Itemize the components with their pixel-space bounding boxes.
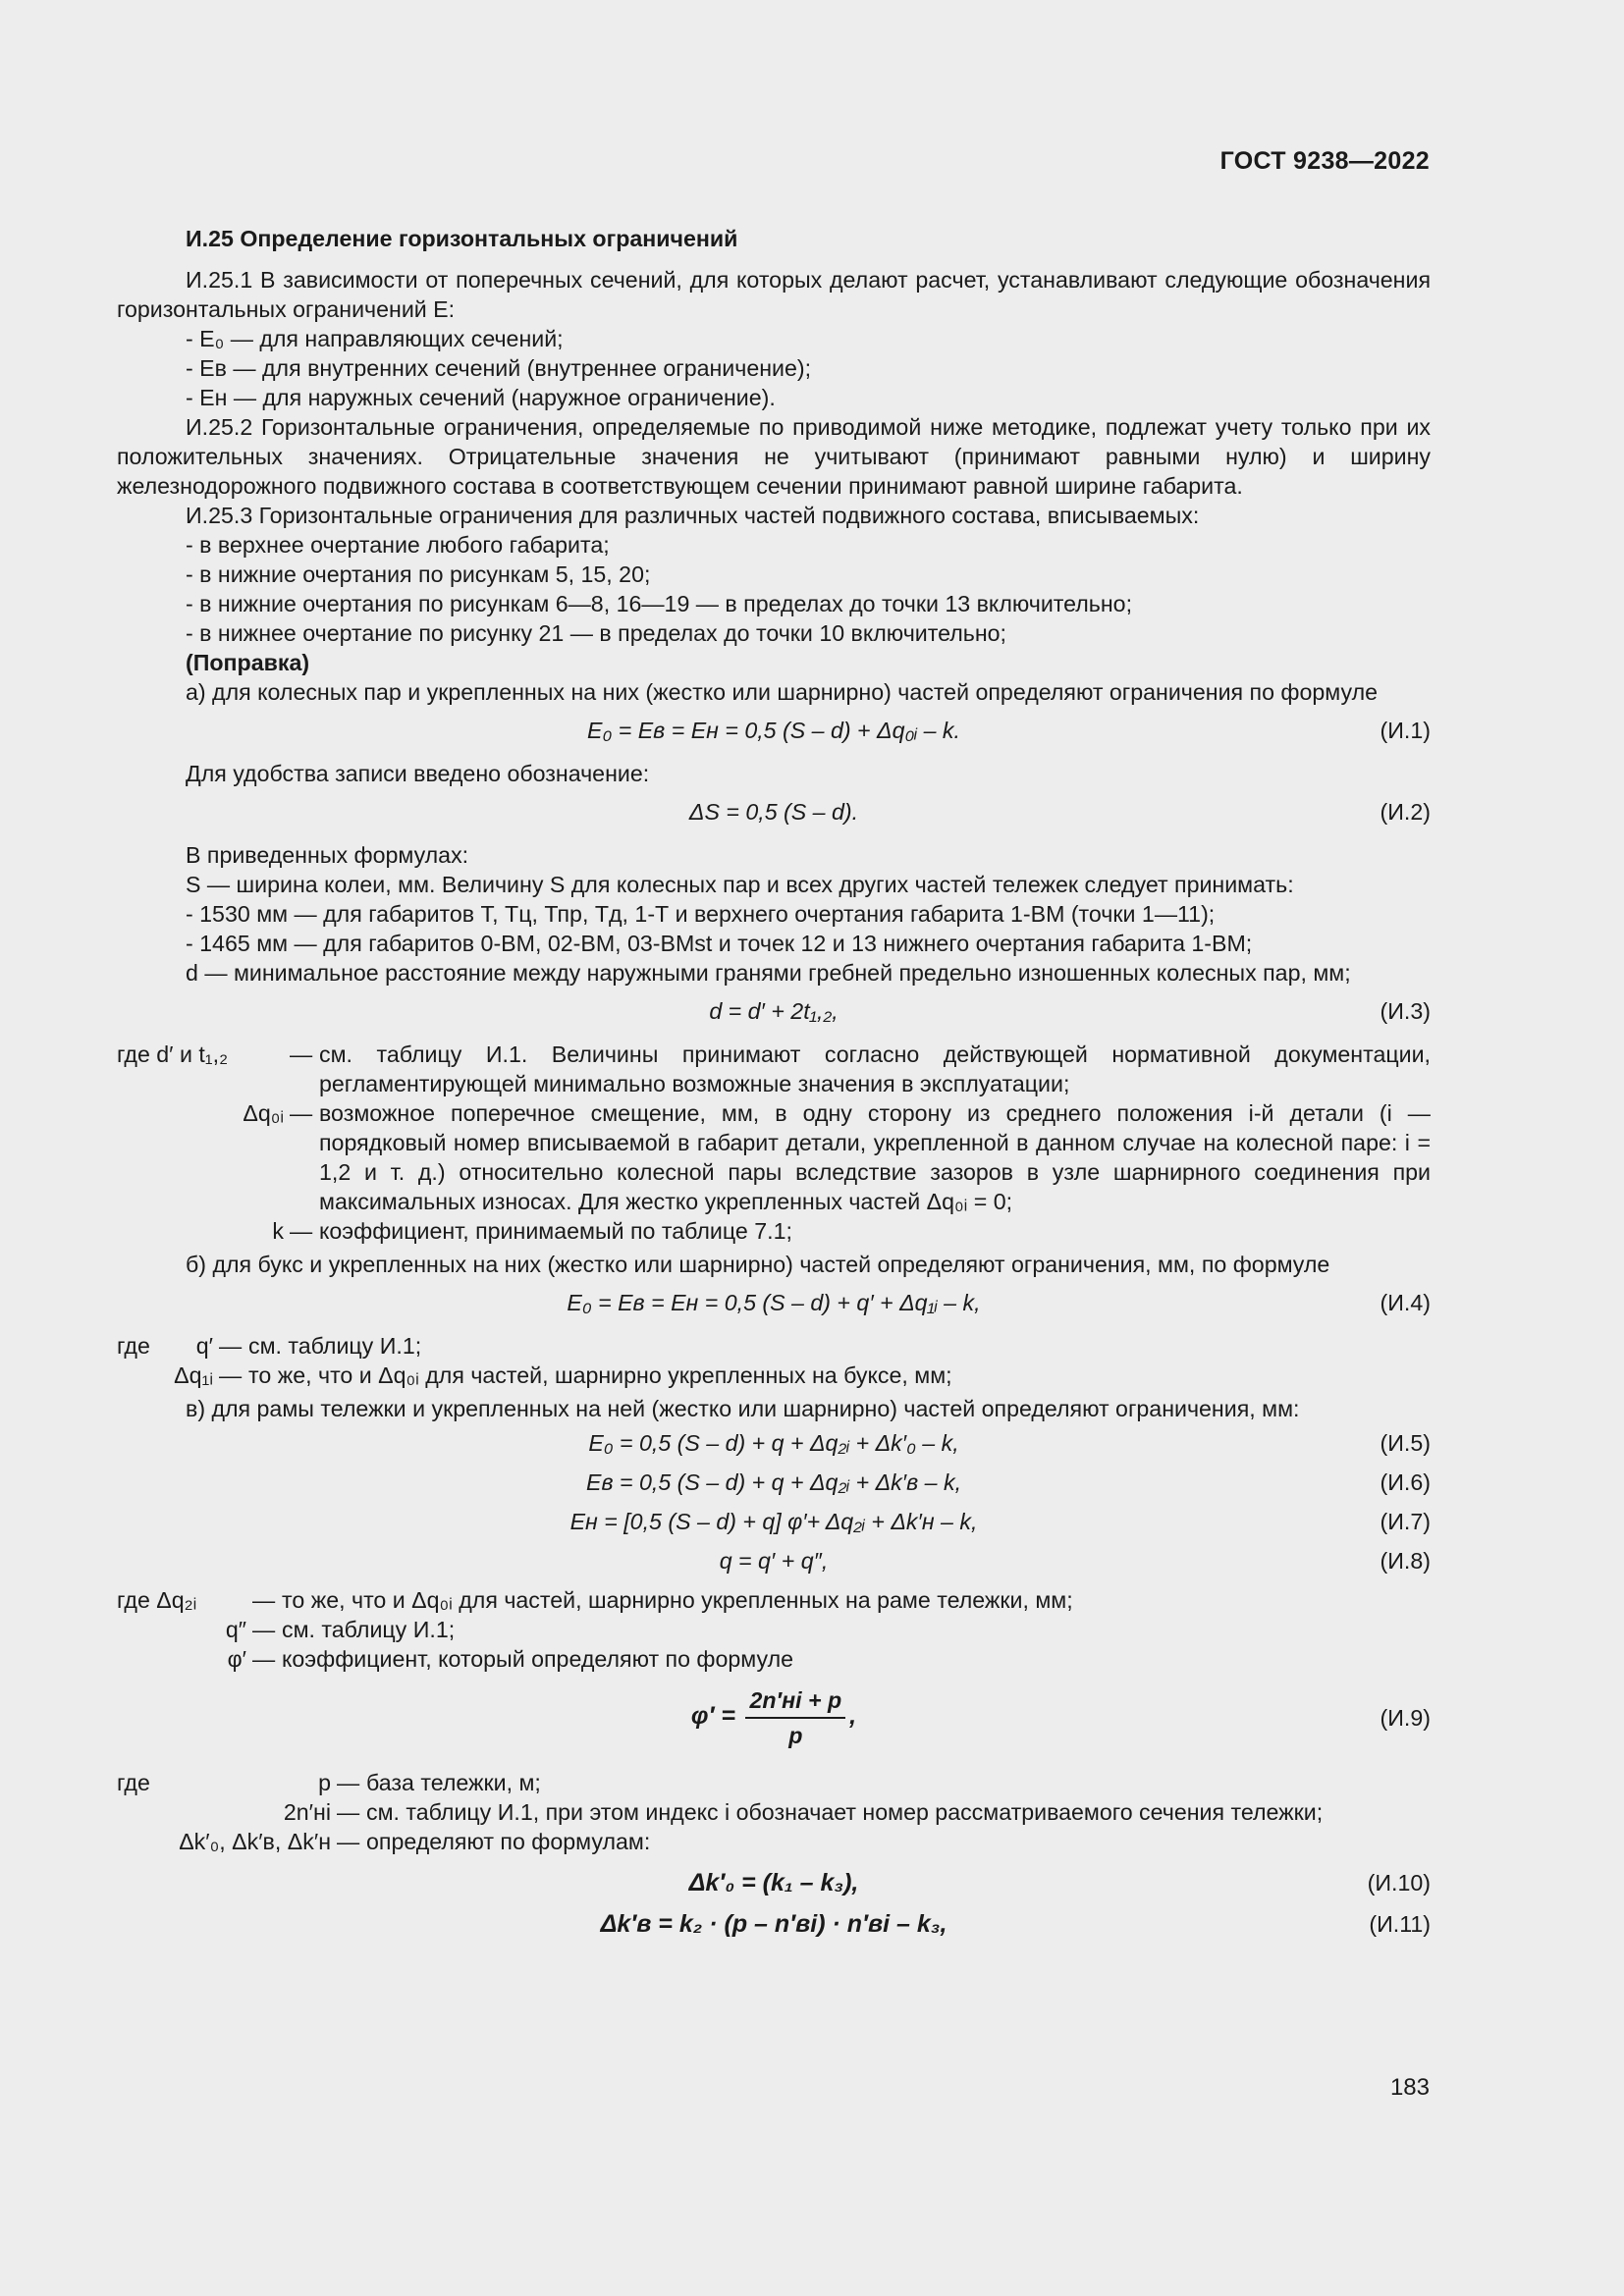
- where-lead: где: [117, 1770, 150, 1795]
- text-line: - 1465 мм — для габаритов 0-ВМ, 02-ВМ, 03-ВМst и точек 12 и 13 нижнего очертания габарита 1-ВМ;: [186, 931, 1253, 956]
- where-table-2: [117, 1331, 1431, 1390]
- formula-text: Eв = 0,5 (S – d) + q + Δq₂ᵢ + Δk′в – k,: [585, 1469, 962, 1495]
- where-row: [117, 1827, 1431, 1856]
- where-term: q″: [225, 1617, 246, 1642]
- list-outlines: [117, 530, 1431, 677]
- where-desc: то же, что и Δq₀ᵢ для частей, шарнирно укрепленных на раме тележки, мм;: [282, 1587, 1073, 1613]
- formula-text: ΔS = 0,5 (S – d).: [688, 799, 859, 825]
- where-term: 2n′нi: [283, 1799, 331, 1825]
- fraction-numerator: 2n′нi + p: [745, 1685, 845, 1719]
- where-row: [117, 1331, 1431, 1361]
- dash-separator: —: [252, 1587, 276, 1613]
- dash-separator: —: [219, 1362, 243, 1388]
- formula-number: (И.10): [1367, 1870, 1431, 1896]
- paragraph-25-2: И.25.2 Горизонтальные ограничения, определяемые по приводимой ниже методике, подлежат учету только при их положительных значениях. Отрицательные значения не учитывают (принимают равными нулю) и ширину железнодорожного подвижного состава в соответствующем сечении принимают равной ширине габарита.: [117, 414, 1431, 499]
- where-term: q′: [195, 1333, 213, 1359]
- formula-5: [117, 1428, 1431, 1458]
- formula-number: (И.8): [1380, 1548, 1431, 1574]
- list-designations: [117, 324, 1431, 412]
- formula-4: [117, 1288, 1431, 1317]
- where-row: [117, 1098, 1431, 1216]
- formula-7: [117, 1507, 1431, 1536]
- formula-lhs: φ′ =: [690, 1702, 736, 1731]
- definitions-block: [117, 840, 1431, 988]
- where-desc: см. таблицу И.1. Величины принимают согласно действующей нормативной документации, регламентирующей минимально возможные значения в эксплуатации;: [319, 1041, 1431, 1096]
- formula-10: [117, 1868, 1431, 1897]
- formula-text: E₀ = 0,5 (S – d) + q + Δq₂ᵢ + Δk′₀ – k,: [588, 1430, 959, 1456]
- formula-9: [117, 1685, 1431, 1750]
- where-row: [117, 1585, 1431, 1615]
- formula-number: (И.6): [1380, 1469, 1431, 1495]
- where-lead: [117, 1827, 158, 1856]
- paragraph-a: а) для колесных пар и укрепленных на них (жестко или шарнирно) частей определяют ограничения по формуле: [186, 679, 1379, 705]
- dash-separator: —: [252, 1646, 276, 1672]
- dash-separator: —: [290, 1218, 313, 1244]
- formula-number: (И.2): [1380, 799, 1431, 825]
- where-desc: коэффициент, принимаемый по таблице 7.1;: [319, 1218, 792, 1244]
- where-row: [117, 1615, 1431, 1644]
- where-term: φ′: [227, 1646, 246, 1672]
- where-desc: см. таблицу И.1, при этом индекс i обозначает номер рассматриваемого сечения тележки;: [366, 1799, 1324, 1825]
- list-item: - в нижние очертания по рисункам 6—8, 16—19 — в пределах до точки 13 включительно;: [186, 591, 1133, 616]
- document-body: [117, 224, 1431, 1952]
- where-row: [117, 1644, 1431, 1674]
- where-term: где Δq₂ᵢ: [117, 1587, 197, 1613]
- dash-separator: —: [337, 1770, 360, 1795]
- formula-text: d = d′ + 2t₁,₂,: [709, 998, 839, 1024]
- formula-11: [117, 1909, 1431, 1939]
- formula-6: [117, 1468, 1431, 1497]
- paragraph-convenience: Для удобства записи введено обозначение:: [186, 761, 650, 786]
- where-term: k: [272, 1218, 284, 1244]
- formula-3: [117, 996, 1431, 1026]
- document-header: ГОСТ 9238—2022: [1219, 147, 1430, 175]
- where-row: [117, 1361, 1431, 1390]
- formula-text: q = q′ + q″,: [719, 1548, 829, 1574]
- formula-text: Δk′в = k₂ · (p – n′вi) · n′вi – k₃,: [600, 1910, 947, 1938]
- dash-separator: —: [290, 1041, 313, 1067]
- where-desc: см. таблицу И.1;: [282, 1617, 456, 1642]
- section-heading: И.25 Определение горизонтальных ограничений: [186, 226, 738, 251]
- paragraph-b: б) для букс и укрепленных на них (жестко или шарнирно) частей определяют ограничения, мм, по формуле: [186, 1252, 1330, 1277]
- list-item: - в нижние очертания по рисункам 5, 15, 20;: [186, 561, 651, 587]
- list-item: - E₀ — для направляющих сечений;: [186, 326, 564, 351]
- text-line: В приведенных формулах:: [186, 842, 469, 868]
- dash-separator: —: [219, 1333, 243, 1359]
- formula-text: E₀ = Eв = Eн = 0,5 (S – d) + Δq₀ᵢ – k.: [587, 718, 960, 743]
- where-desc: то же, что и Δq₀ᵢ для частей, шарнирно укрепленных на буксе, мм;: [248, 1362, 952, 1388]
- formula-tail: ,: [849, 1702, 857, 1731]
- where-table-4: [117, 1768, 1431, 1856]
- dash-separator: —: [337, 1829, 360, 1854]
- where-row: [117, 1768, 1431, 1797]
- where-term: p: [318, 1770, 331, 1795]
- formula-number: (И.1): [1380, 718, 1431, 743]
- page-number: 183: [1389, 2074, 1430, 2101]
- where-lead: [117, 1797, 158, 1827]
- formula-number: (И.3): [1380, 998, 1431, 1024]
- formula-fraction: [745, 1685, 845, 1750]
- amendment-note: (Поправка): [186, 650, 310, 675]
- where-row: [117, 1040, 1431, 1098]
- formula-text: E₀ = Eв = Eн = 0,5 (S – d) + q′ + Δq₁ᵢ – k,: [567, 1290, 981, 1315]
- formula-number: (И.5): [1380, 1430, 1431, 1456]
- where-desc: см. таблицу И.1;: [248, 1333, 422, 1359]
- paragraph-v: в) для рамы тележки и укрепленных на ней (жестко или шарнирно) частей определяют ограничения, мм:: [186, 1396, 1300, 1421]
- dash-separator: —: [252, 1617, 276, 1642]
- dash-separator: —: [290, 1100, 313, 1126]
- formula-number: (И.9): [1380, 1705, 1431, 1731]
- formula-text: Δk′₀ = (k₁ – k₃),: [688, 1869, 859, 1896]
- paragraph-25-1: И.25.1 В зависимости от поперечных сечений, для которых делают расчет, устанавливают следующие обозначения горизонтальных ограничений E:: [117, 267, 1431, 322]
- formula-8: [117, 1546, 1431, 1575]
- formula-number: (И.7): [1380, 1509, 1431, 1534]
- text-line: S — ширина колеи, мм. Величину S для колесных пар и всех других частей тележек следует принимать:: [186, 872, 1294, 897]
- list-item: - в нижнее очертание по рисунку 21 — в пределах до точки 10 включительно;: [186, 620, 1006, 646]
- text-line: d — минимальное расстояние между наружными гранями гребней предельно изношенных колесных пар, мм;: [186, 960, 1351, 986]
- formula-number: (И.4): [1380, 1290, 1431, 1315]
- where-lead: где: [117, 1333, 150, 1359]
- fraction-denominator: p: [788, 1723, 803, 1748]
- list-item: - в верхнее очертание любого габарита;: [186, 532, 610, 558]
- where-term: Δq₁ᵢ: [174, 1362, 213, 1388]
- text-line: - 1530 мм — для габаритов Т, Тц, Тпр, Тд, 1-Т и верхнего очертания габарита 1-ВМ (точки 1—11);: [186, 901, 1216, 927]
- where-row: [117, 1216, 1431, 1246]
- where-term: Δk′₀, Δk′в, Δk′н: [179, 1829, 331, 1854]
- formula-number: (И.11): [1369, 1911, 1431, 1937]
- where-desc: определяют по формулам:: [366, 1829, 651, 1854]
- list-item: - Eв — для внутренних сечений (внутреннее ограничение);: [186, 355, 812, 381]
- paragraph-25-3: И.25.3 Горизонтальные ограничения для различных частей подвижного состава, вписываемых:: [186, 503, 1200, 528]
- formula-1: [117, 716, 1431, 745]
- where-desc: возможное поперечное смещение, мм, в одну сторону из среднего положения i-й детали (i — порядковый номер вписываемой в габарит детали, укрепленной в данном случае на колесной паре: i = 1,2 и т. д.) относительно колесной пары вследствие зазоров в узле шарнирного соединения при максимальных износах. Для жестко укрепленных частей Δq₀ᵢ = 0;: [319, 1100, 1431, 1214]
- list-item: - Eн — для наружных сечений (наружное ограничение).: [186, 385, 776, 410]
- where-desc: коэффициент, который определяют по формуле: [282, 1646, 794, 1672]
- formula-2: [117, 797, 1431, 827]
- where-table-1: [117, 1040, 1431, 1246]
- formula-text: Eн = [0,5 (S – d) + q] φ′+ Δq₂ᵢ + Δk′н – k,: [569, 1509, 978, 1534]
- dash-separator: —: [337, 1799, 360, 1825]
- where-term: где d′ и t₁,₂: [117, 1041, 229, 1067]
- where-desc: база тележки, м;: [366, 1770, 541, 1795]
- where-lead: [117, 1361, 158, 1390]
- where-row: [117, 1797, 1431, 1827]
- where-table-3: [117, 1585, 1431, 1674]
- where-term: Δq₀ᵢ: [243, 1100, 284, 1126]
